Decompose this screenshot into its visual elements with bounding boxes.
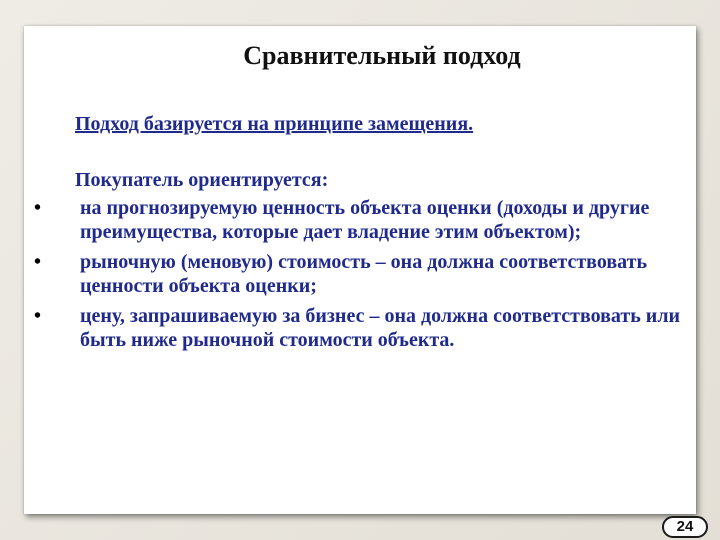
slide-title: Сравнительный подход [243, 41, 521, 70]
bullet-text: цену, запрашиваемую за бизнес – она должна соответствовать или быть ниже рыночной стоимости объекта. [80, 305, 681, 351]
bullet-item [24, 304, 696, 352]
bullet-item [24, 250, 696, 298]
bullet-text: рыночную (меновую) стоимость – она должна соответствовать ценности объекта оценки; [80, 251, 648, 297]
intro-text: Покупатель ориентируется: [75, 169, 329, 191]
bullet-marker: • [34, 251, 42, 273]
bullet-list [24, 196, 696, 358]
slide-card [24, 26, 696, 514]
bullet-marker: • [34, 305, 42, 327]
bullet-marker: • [34, 197, 42, 219]
bullet-text: на прогнозируемую ценность объекта оценки (доходы и другие преимущества, которые дает владение этим объектом); [80, 197, 650, 243]
bullet-item [24, 196, 696, 244]
page-number-badge: 24 [662, 516, 708, 538]
slide-subtitle: Подход базируется на принципе замещения. [75, 113, 474, 135]
